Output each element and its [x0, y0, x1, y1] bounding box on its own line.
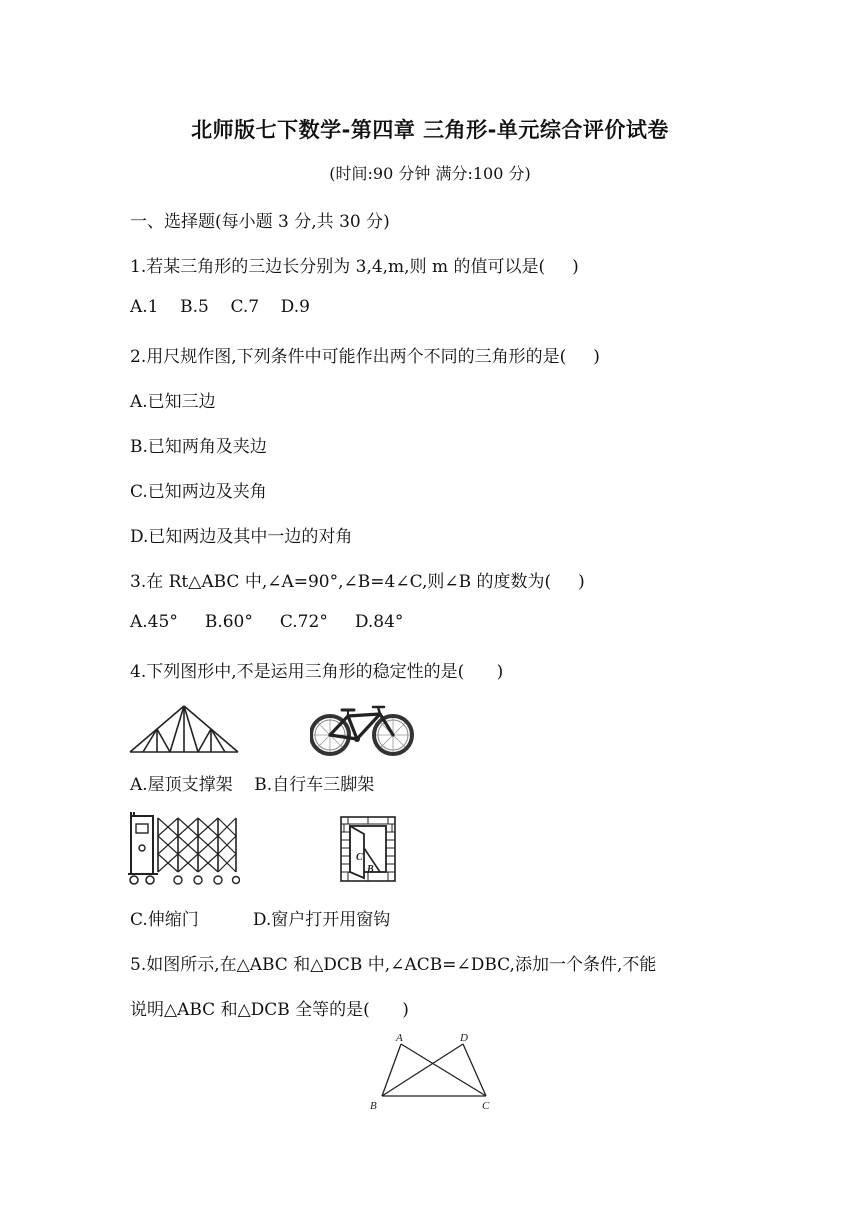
question-2-option-a: A.已知三边 [130, 392, 216, 412]
exam-info: (时间:90 分钟 满分:100 分) [329, 164, 531, 183]
vertex-label-b: B [370, 1100, 377, 1112]
question-5-stem-line-1: 5.如图所示,在△ABC 和△DCB 中,∠ACB=∠DBC,添加一个条件,不能 [130, 955, 657, 975]
roof-truss-figure [128, 702, 240, 754]
vertex-label-c: C [482, 1100, 490, 1112]
question-2-option-d: D.已知两边及其中一边的对角 [130, 527, 353, 547]
question-4-caption-cd: C.伸缩门 D.窗户打开用窗钩 [130, 910, 391, 930]
vertex-label-d: D [460, 1032, 468, 1044]
triangles-abc-dcb-figure [362, 1030, 502, 1115]
question-3-options: A.45° B.60° C.72° D.84° [130, 612, 404, 632]
window-label-c: C [356, 852, 363, 863]
question-2-stem: 2.用尺规作图,下列条件中可能作出两个不同的三角形的是( ) [130, 347, 600, 367]
question-4-stem: 4.下列图形中,不是运用三角形的稳定性的是( ) [130, 662, 504, 682]
question-4-caption-ab: A.屋顶支撑架 B.自行车三脚架 [130, 775, 375, 795]
question-5-stem-line-2: 说明△ABC 和△DCB 全等的是( ) [130, 1000, 409, 1020]
bicycle-figure [310, 704, 414, 756]
window-hook-figure [340, 816, 396, 882]
question-1-options: A.1 B.5 C.7 D.9 [130, 297, 310, 317]
question-1-stem: 1.若某三角形的三边长分别为 3,4,m,则 m 的值可以是( ) [130, 257, 579, 277]
question-2-option-b: B.已知两角及夹边 [130, 437, 267, 457]
question-3-stem: 3.在 Rt△ABC 中,∠A=90°,∠B=4∠C,则∠B 的度数为( ) [130, 572, 585, 592]
page-title: 北师版七下数学-第四章 三角形-单元综合评价试卷 [191, 118, 669, 142]
window-label-b: B [367, 864, 374, 875]
vertex-label-a: A [396, 1032, 403, 1044]
section-heading: 一、选择题(每小题 3 分,共 30 分) [130, 212, 390, 232]
telescopic-gate-figure [128, 810, 240, 886]
question-2-option-c: C.已知两边及夹角 [130, 482, 267, 502]
